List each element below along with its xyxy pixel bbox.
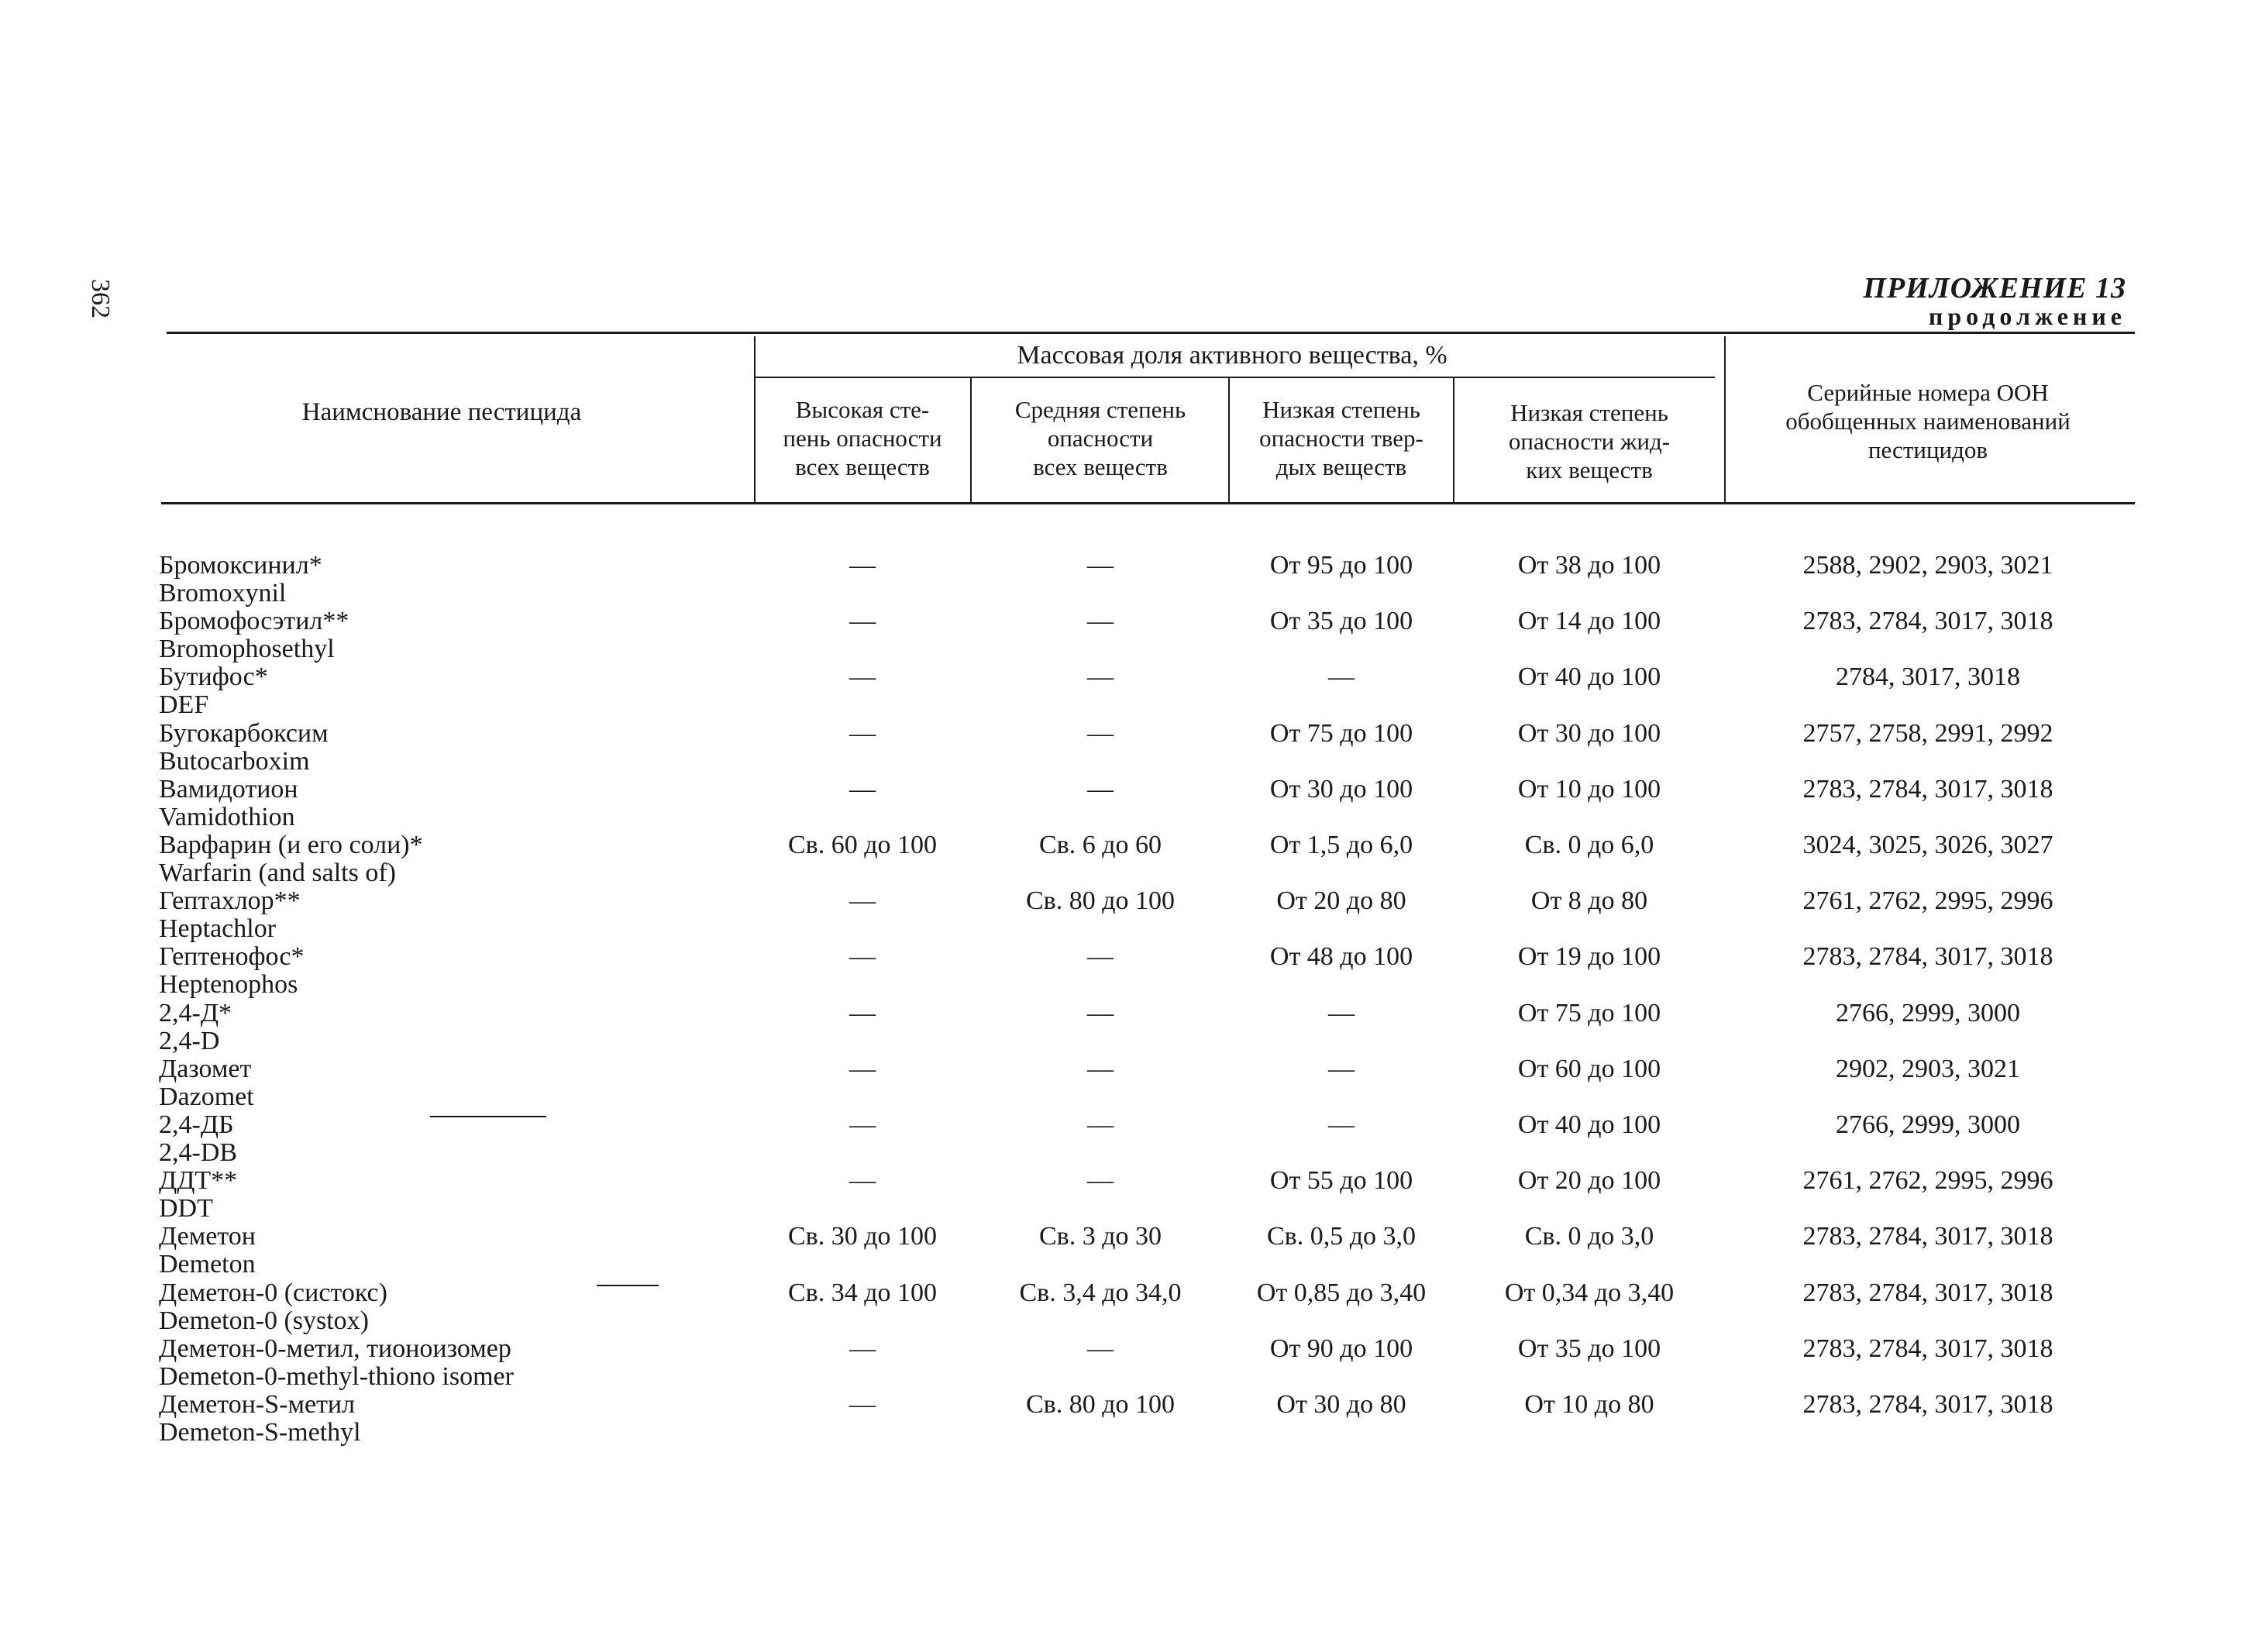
cell-low-solid: От 90 до 100	[1269, 1334, 1413, 1363]
pesticide-name-ru: Дазомет	[159, 1055, 252, 1083]
pesticide-name-en: Heptenophos	[159, 970, 298, 999]
pesticide-name-en: Heptachlor	[159, 914, 277, 943]
cell-un-numbers: 2761, 2762, 2995, 2996	[1802, 1166, 2053, 1195]
pesticide-name-ru: Бромоксинил*	[159, 551, 322, 580]
cell-low-solid: —	[1328, 999, 1355, 1027]
cell-low-solid: Св. 0,5 до 3,0	[1266, 1222, 1417, 1251]
cell-high-hazard: —	[849, 663, 876, 691]
pesticide-name-ru: Гептахлор**	[159, 886, 301, 915]
cell-un-numbers: 2783, 2784, 3017, 3018	[1802, 1279, 2053, 1307]
cell-low-solid: От 0,85 до 3,40	[1256, 1279, 1427, 1307]
cell-low-liquid: От 0,34 до 3,40	[1504, 1279, 1675, 1307]
cell-low-solid: От 95 до 100	[1269, 551, 1413, 580]
pesticide-name-en: Dazomet	[159, 1082, 254, 1111]
header-separator	[970, 378, 972, 502]
cell-low-solid: —	[1328, 1055, 1355, 1083]
pesticide-name-en: DEF	[159, 690, 209, 719]
cell-low-liquid: От 38 до 100	[1517, 551, 1661, 580]
cell-high-hazard: —	[849, 1055, 876, 1083]
pesticide-name-en: Bromoxynil	[159, 579, 287, 607]
pesticide-name-en: 2,4-D	[159, 1027, 220, 1055]
header-separator	[1724, 336, 1726, 502]
cell-medium-hazard: —	[1087, 1166, 1114, 1195]
pesticide-name-ru: 2,4-Д*	[159, 999, 232, 1027]
header-low-solid: Низкая степень опасности твер- дых веществ	[1259, 396, 1423, 480]
pesticide-name-ru: Варфарин (и его соли)*	[159, 831, 423, 859]
appendix-subtitle: продолжение	[1928, 302, 2126, 330]
cell-high-hazard: —	[849, 607, 876, 635]
cell-un-numbers: 3024, 3025, 3026, 3027	[1802, 831, 2053, 859]
cell-low-liquid: От 40 до 100	[1517, 1110, 1661, 1139]
table-top-rule	[167, 332, 2135, 334]
cell-low-solid: От 20 до 80	[1276, 886, 1406, 915]
cell-high-hazard: —	[849, 886, 876, 915]
header-un-numbers: Серийные номера ООН обобщенных наименований пестицидов	[1785, 379, 2071, 463]
header-mass-fraction: Массовая доля активного вещества, %	[1017, 341, 1448, 370]
cell-medium-hazard: —	[1087, 999, 1114, 1027]
cell-un-numbers: 2783, 2784, 3017, 3018	[1802, 775, 2053, 804]
cell-un-numbers: 2766, 2999, 3000	[1836, 999, 2020, 1027]
pesticide-name-en: Bromophosethyl	[159, 635, 335, 663]
decorative-dash	[430, 1116, 546, 1117]
cell-high-hazard: —	[849, 775, 876, 804]
cell-low-liquid: От 8 до 80	[1530, 886, 1648, 915]
cell-low-liquid: От 19 до 100	[1517, 942, 1661, 971]
pesticide-name-en: 2,4-DB	[159, 1138, 238, 1167]
cell-low-solid: От 30 до 80	[1276, 1390, 1406, 1419]
appendix-title: ПРИЛОЖЕНИЕ 13	[1863, 272, 2126, 305]
cell-low-liquid: Св. 0 до 3,0	[1524, 1222, 1654, 1251]
pesticide-name-ru: 2,4-ДБ	[159, 1110, 234, 1139]
pesticide-name-ru: Деметон-0-метил, тионоизомер	[159, 1334, 511, 1363]
cell-medium-hazard: —	[1087, 607, 1114, 635]
cell-un-numbers: 2784, 3017, 3018	[1836, 663, 2020, 691]
cell-un-numbers: 2902, 2903, 3021	[1836, 1055, 2020, 1083]
cell-medium-hazard: —	[1087, 663, 1114, 691]
cell-medium-hazard: Св. 80 до 100	[1025, 886, 1176, 915]
cell-high-hazard: —	[849, 942, 876, 971]
cell-low-liquid: От 20 до 100	[1517, 1166, 1661, 1195]
pesticide-name-en: Demeton-0-methyl-thiono isomer	[159, 1362, 514, 1391]
cell-medium-hazard: —	[1087, 719, 1114, 748]
header-low-liquid: Низкая степень опасности жид- ких веществ	[1508, 399, 1671, 484]
cell-low-solid: —	[1328, 663, 1355, 691]
cell-low-liquid: От 35 до 100	[1517, 1334, 1661, 1363]
cell-low-liquid: От 10 до 80	[1524, 1390, 1654, 1419]
header-bottom-rule	[161, 502, 2135, 504]
cell-un-numbers: 2766, 2999, 3000	[1836, 1110, 2020, 1139]
cell-high-hazard: —	[849, 1334, 876, 1363]
cell-high-hazard: —	[849, 1110, 876, 1139]
cell-low-liquid: От 75 до 100	[1517, 999, 1661, 1027]
cell-low-solid: —	[1328, 1110, 1355, 1139]
mass-group-rule	[756, 377, 1715, 378]
cell-low-solid: От 48 до 100	[1269, 942, 1413, 971]
cell-low-liquid: Св. 0 до 6,0	[1524, 831, 1654, 859]
cell-high-hazard: —	[849, 719, 876, 748]
pesticide-name-en: DDT	[159, 1194, 213, 1223]
cell-medium-hazard: —	[1087, 551, 1114, 580]
cell-medium-hazard: —	[1087, 1110, 1114, 1139]
cell-low-solid: От 30 до 100	[1269, 775, 1413, 804]
cell-high-hazard: —	[849, 1390, 876, 1419]
header-separator	[754, 336, 756, 502]
cell-low-solid: От 75 до 100	[1269, 719, 1413, 748]
cell-low-liquid: От 60 до 100	[1517, 1055, 1661, 1083]
cell-medium-hazard: —	[1087, 1334, 1114, 1363]
cell-un-numbers: 2783, 2784, 3017, 3018	[1802, 1334, 2053, 1363]
cell-low-solid: От 1,5 до 6,0	[1269, 831, 1413, 859]
pesticide-name-ru: Бромофосэтил**	[159, 607, 349, 635]
pesticide-name-en: Warfarin (and salts of)	[159, 859, 396, 887]
cell-high-hazard: Св. 30 до 100	[787, 1222, 938, 1251]
pesticide-name-en: Demeton-0 (systox)	[159, 1306, 370, 1335]
cell-low-liquid: От 30 до 100	[1517, 719, 1661, 748]
cell-medium-hazard: Св. 3,4 до 34,0	[1019, 1279, 1182, 1307]
cell-low-liquid: От 14 до 100	[1517, 607, 1661, 635]
cell-un-numbers: 2588, 2902, 2903, 3021	[1802, 551, 2053, 580]
cell-medium-hazard: Св. 80 до 100	[1025, 1390, 1176, 1419]
header-medium-hazard: Средняя степень опасности всех веществ	[1014, 396, 1186, 480]
cell-high-hazard: Св. 60 до 100	[787, 831, 938, 859]
cell-high-hazard: —	[849, 999, 876, 1027]
pesticide-name-en: Demeton-S-methyl	[159, 1418, 361, 1447]
cell-medium-hazard: Св. 3 до 30	[1038, 1222, 1162, 1251]
pesticide-name-en: Vamidothion	[159, 803, 295, 831]
cell-un-numbers: 2783, 2784, 3017, 3018	[1802, 1222, 2053, 1251]
cell-low-solid: От 35 до 100	[1269, 607, 1413, 635]
pesticide-name-en: Demeton	[159, 1250, 256, 1279]
header-pesticide-name: Наимснование пестицида	[301, 398, 582, 426]
pesticide-name-ru: Вамидотион	[159, 775, 298, 804]
pesticide-name-ru: Гептенофос*	[159, 942, 305, 971]
cell-high-hazard: —	[849, 551, 876, 580]
cell-un-numbers: 2783, 2784, 3017, 3018	[1802, 607, 2053, 635]
pesticide-name-ru: Бутифос*	[159, 663, 268, 691]
cell-high-hazard: Св. 34 до 100	[787, 1279, 938, 1307]
cell-un-numbers: 2783, 2784, 3017, 3018	[1802, 942, 2053, 971]
pesticide-name-ru: ДДТ**	[159, 1166, 238, 1195]
cell-low-liquid: От 10 до 100	[1517, 775, 1661, 804]
pesticide-name-ru: Бугокарбоксим	[159, 719, 329, 748]
cell-medium-hazard: —	[1087, 775, 1114, 804]
header-separator	[1228, 378, 1230, 502]
cell-medium-hazard: —	[1087, 1055, 1114, 1083]
cell-low-liquid: От 40 до 100	[1517, 663, 1661, 691]
pesticide-name-ru: Деметон-S-метил	[159, 1390, 356, 1419]
cell-medium-hazard: —	[1087, 942, 1114, 971]
pesticide-name-en: Butocarboxim	[159, 747, 310, 776]
cell-high-hazard: —	[849, 1166, 876, 1195]
header-separator	[1453, 378, 1454, 502]
header-high-hazard: Высокая сте- пень опасности всех веществ	[783, 396, 942, 480]
cell-un-numbers: 2783, 2784, 3017, 3018	[1802, 1390, 2053, 1419]
decorative-dash	[597, 1285, 659, 1286]
cell-medium-hazard: Св. 6 до 60	[1038, 831, 1162, 859]
pesticide-name-ru: Деметон-0 (систокс)	[159, 1279, 387, 1307]
page-number: 362	[86, 279, 115, 318]
cell-un-numbers: 2757, 2758, 2991, 2992	[1802, 719, 2053, 748]
cell-low-solid: От 55 до 100	[1269, 1166, 1413, 1195]
pesticide-name-ru: Деметон	[159, 1222, 256, 1251]
cell-un-numbers: 2761, 2762, 2995, 2996	[1802, 886, 2053, 915]
